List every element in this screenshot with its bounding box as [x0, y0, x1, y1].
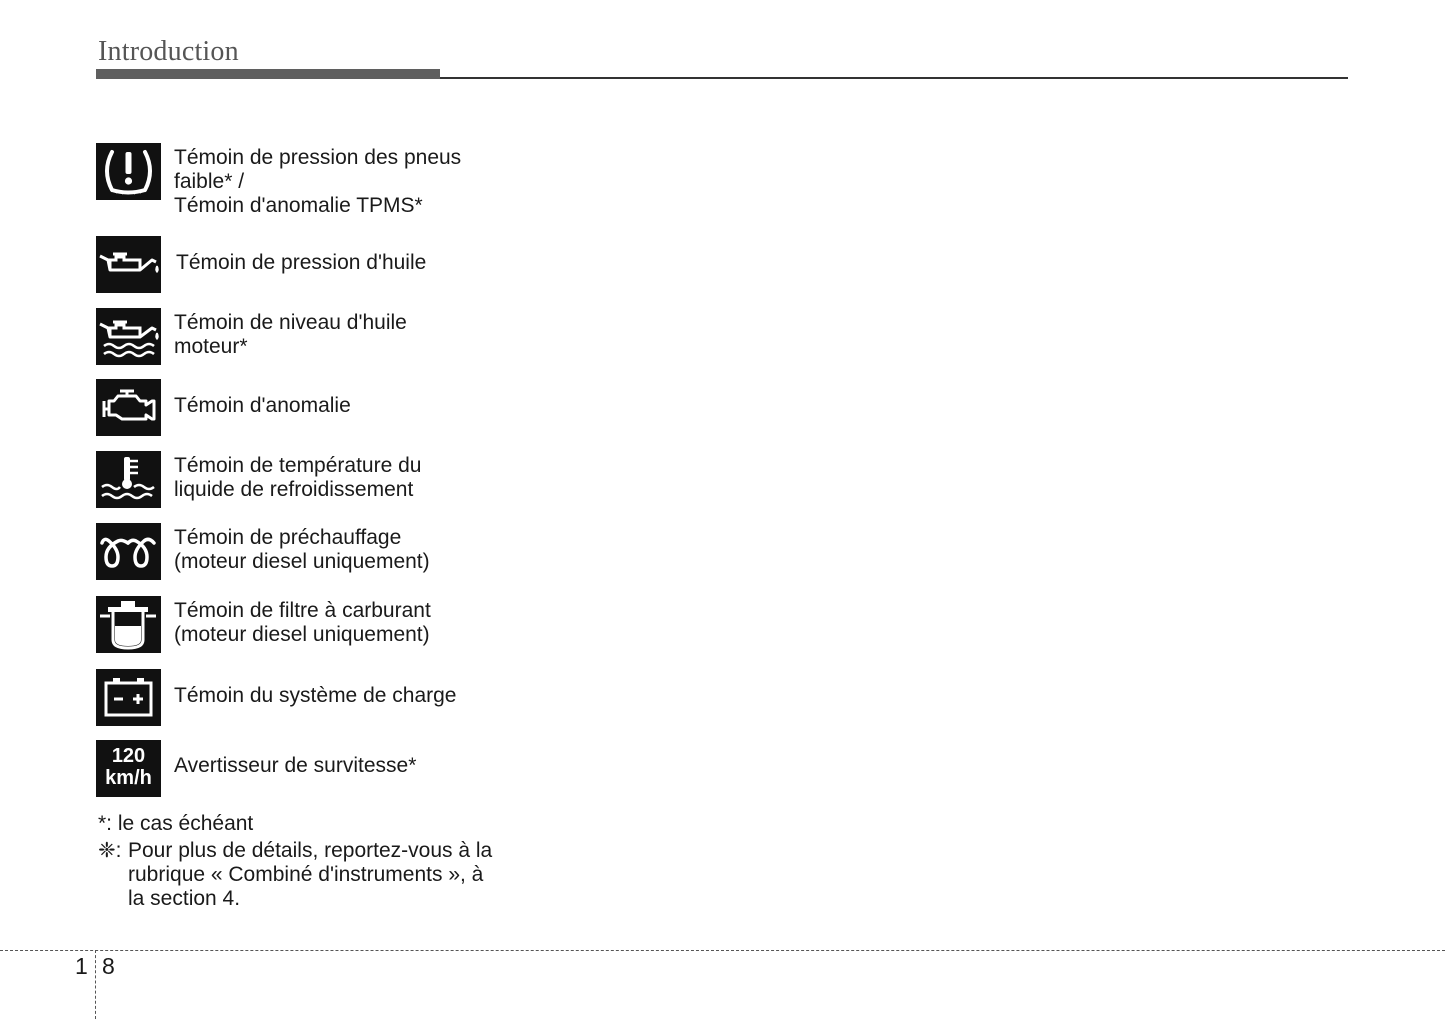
item-label-line: Témoin d'anomalie [174, 394, 351, 417]
item-label-line: Témoin du système de charge [174, 684, 457, 707]
oil-pressure-icon [96, 236, 161, 293]
page-number: 8 [102, 953, 115, 979]
item-label-line: Avertisseur de survitesse* [174, 754, 417, 777]
overspeed-icon-unit: km/h [105, 767, 152, 789]
footnote-asterisk: *: le cas échéant [98, 812, 254, 835]
footnote-reference-line: rubrique « Combiné d'instruments », à [128, 863, 484, 886]
item-label-line: Témoin de température du [174, 454, 422, 477]
title-underline-thin [440, 77, 1348, 79]
tire-pressure-warning-icon [96, 143, 161, 200]
section-title: Introduction [98, 36, 239, 67]
glow-plug-icon [96, 523, 161, 580]
item-label-line: Témoin de niveau d'huile [174, 311, 407, 334]
footer-page-divider [95, 950, 96, 1019]
item-label-line: moteur* [174, 335, 248, 358]
fuel-filter-icon [96, 596, 161, 653]
footer-divider [0, 950, 1445, 951]
item-label-line: Témoin de préchauffage [174, 526, 402, 549]
battery-charge-icon [96, 669, 161, 726]
item-label-line: Témoin de filtre à carburant [174, 599, 431, 622]
footnote-reference-line: la section 4. [128, 887, 241, 910]
item-label-line: Témoin d'anomalie TPMS* [174, 194, 423, 217]
footnote-reference-text [128, 839, 492, 911]
item-label-line: (moteur diesel uniquement) [174, 550, 430, 573]
footnote-reference-marker: ❈: [98, 839, 122, 862]
item-label-line: liquide de refroidissement [174, 478, 414, 501]
item-label-line: faible* / [174, 170, 245, 193]
item-label-line: Témoin de pression des pneus [174, 146, 462, 169]
title-underline-thick [96, 69, 440, 79]
oil-level-icon [96, 308, 161, 365]
item-label-line: (moteur diesel uniquement) [174, 623, 430, 646]
check-engine-icon [96, 379, 161, 436]
chapter-number: 1 [75, 953, 88, 979]
footnote-reference-line: Pour plus de détails, reportez-vous à la [128, 839, 493, 862]
item-label-line: Témoin de pression d'huile [176, 251, 427, 274]
overspeed-icon-value: 120 [111, 745, 146, 767]
overspeed-warning-icon [96, 740, 161, 797]
coolant-temperature-icon [96, 451, 161, 508]
